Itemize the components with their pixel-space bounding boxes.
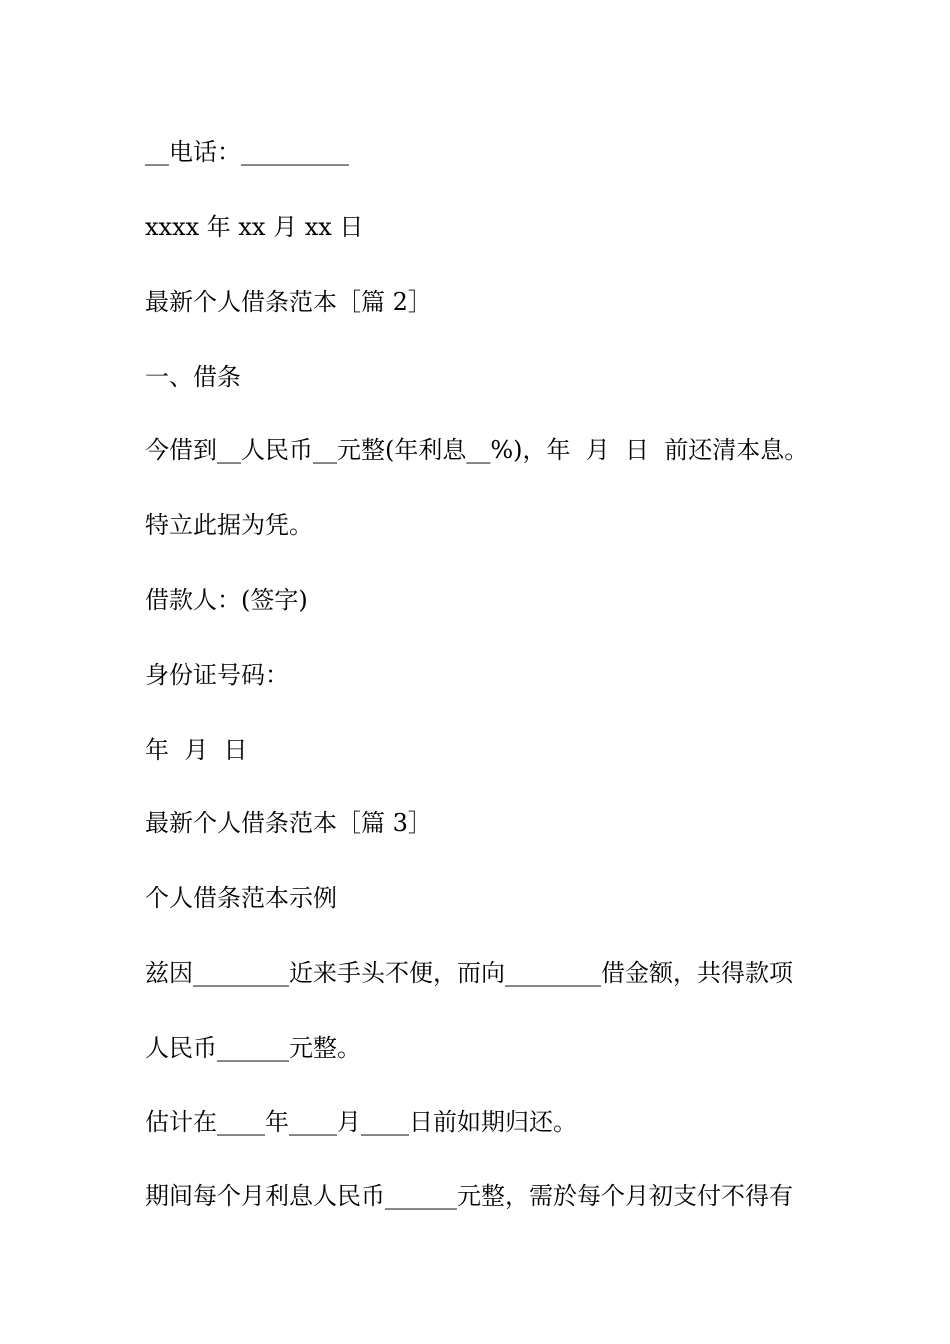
subheading-iou: 一、借条 — [145, 363, 241, 391]
paragraph-line-2: 人民币______元整。 — [145, 1034, 361, 1062]
blank-date-line: 年 月 日 — [145, 736, 248, 764]
repayment-date-line: 估计在____年____月____日前如期归还。 — [145, 1108, 577, 1136]
paragraph-line-1: 兹因________近来手头不便，而向________借金额，共得款项 — [145, 959, 793, 987]
example-heading: 个人借条范本示例 — [145, 884, 337, 912]
section-heading-3: 最新个人借条范本［篇 3］ — [145, 809, 432, 837]
interest-line: 期间每个月利息人民币______元整，需於每个月初支付不得有 — [145, 1182, 793, 1210]
borrower-signature-line: 借款人：(签字) — [145, 586, 308, 614]
proof-statement: 特立此据为凭。 — [145, 511, 313, 539]
phone-line: __电话：_________ — [145, 138, 349, 166]
section-heading-2: 最新个人借条范本［篇 2］ — [145, 288, 432, 316]
date-line: xxxx 年 xx 月 xx 日 — [145, 213, 364, 241]
id-number-line: 身份证号码： — [145, 661, 289, 689]
borrow-statement: 今借到__人民币__元整(年利息__%)，年 月 日 前还清本息。 — [145, 436, 809, 464]
